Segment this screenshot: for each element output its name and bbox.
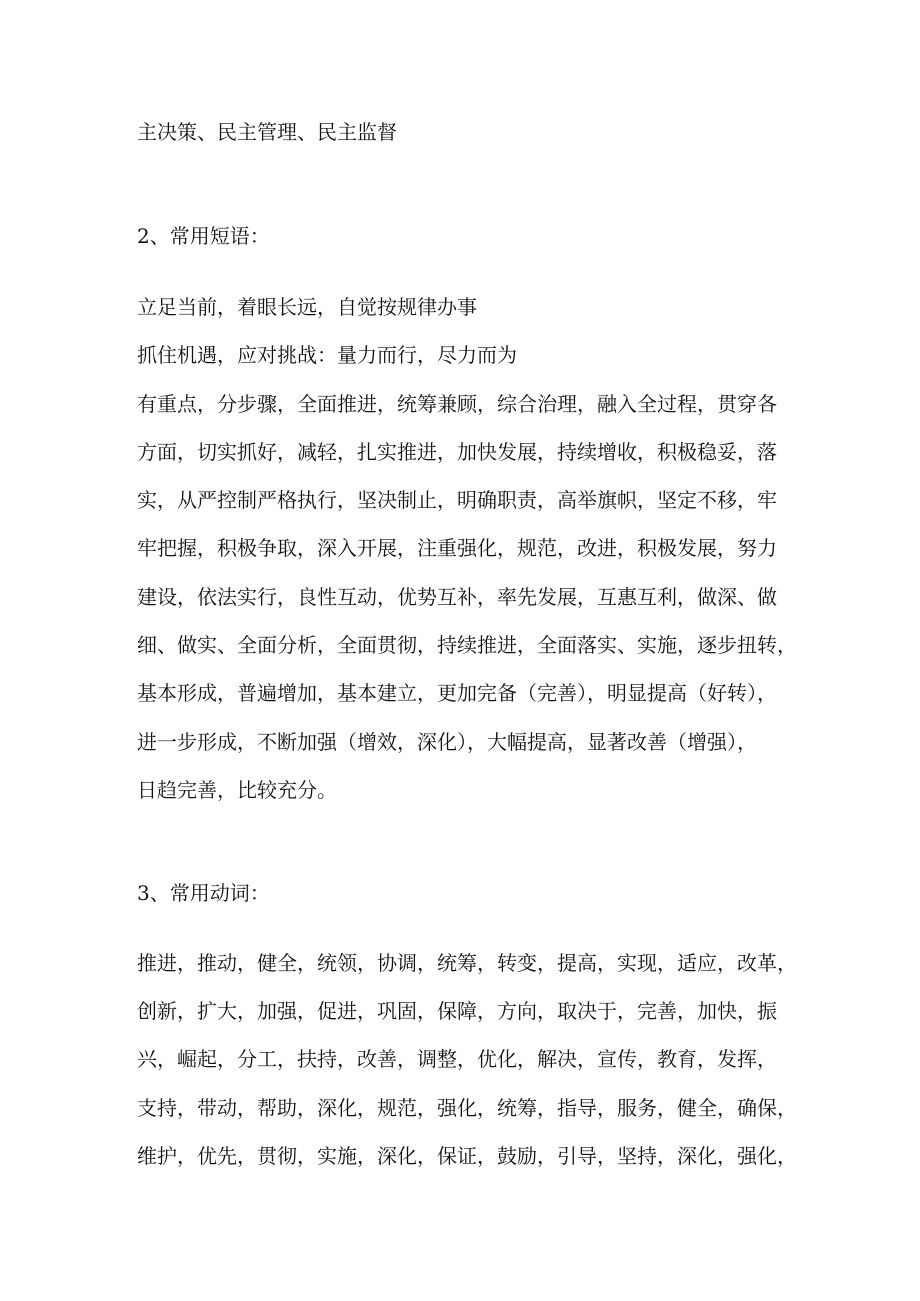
section-2-line: 牢把握，积极争取，深入开展，注重强化，规范，改进，积极发展，努力 — [137, 536, 777, 560]
section-3-line: 支持，带动，帮助，深化，规范，强化，统筹，指导，服务，健全，确保， — [137, 1096, 797, 1120]
section-3-heading: 3、常用动词： — [137, 881, 270, 905]
section-2-heading: 2、常用短语： — [137, 224, 270, 248]
section-2-line: 方面，切实抓好，减轻，扎实推进，加快发展，持续增收，积极稳妥，落 — [137, 440, 777, 464]
section-2-line: 有重点，分步骤，全面推进，统筹兼顾，综合治理，融入全过程，贯穿各 — [137, 392, 777, 416]
section-2-line: 日趋完善，比较充分。 — [137, 778, 337, 802]
section-2-line: 实，从严控制严格执行，坚决制止，明确职责，高举旗帜，坚定不移，牢 — [137, 488, 777, 512]
section-3-line: 推进，推动，健全，统领，协调，统筹，转变，提高，实现，适应，改革， — [137, 951, 797, 975]
section-3-line: 维护，优先，贯彻，实施，深化，保证，鼓励，引导，坚持，深化，强化， — [137, 1144, 797, 1168]
section-2-line: 细、做实、全面分析，全面贯彻，持续推进，全面落实、实施，逐步扭转， — [137, 633, 797, 657]
section-3-line: 兴，崛起，分工，扶持，改善，调整，优化，解决，宣传，教育，发挥， — [137, 1047, 777, 1071]
section-2-line: 抓住机遇，应对挑战：量力而行，尽力而为 — [137, 343, 517, 367]
intro-line: 主决策、民主管理、民主监督 — [137, 120, 397, 144]
section-3-line: 创新，扩大，加强，促进，巩固，保障，方向，取决于，完善，加快，振 — [137, 999, 777, 1023]
section-2-line: 进一步形成，不断加强（增效，深化），大幅提高，显著改善（增强）， — [137, 730, 757, 754]
section-2-line: 基本形成，普遍增加，基本建立，更加完备（完善），明显提高（好转）， — [137, 681, 777, 705]
section-2-line: 立足当前，着眼长远，自觉按规律办事 — [137, 295, 477, 319]
section-2-line: 建设，依法实行，良性互动，优势互补，率先发展，互惠互利，做深、做 — [137, 585, 777, 609]
